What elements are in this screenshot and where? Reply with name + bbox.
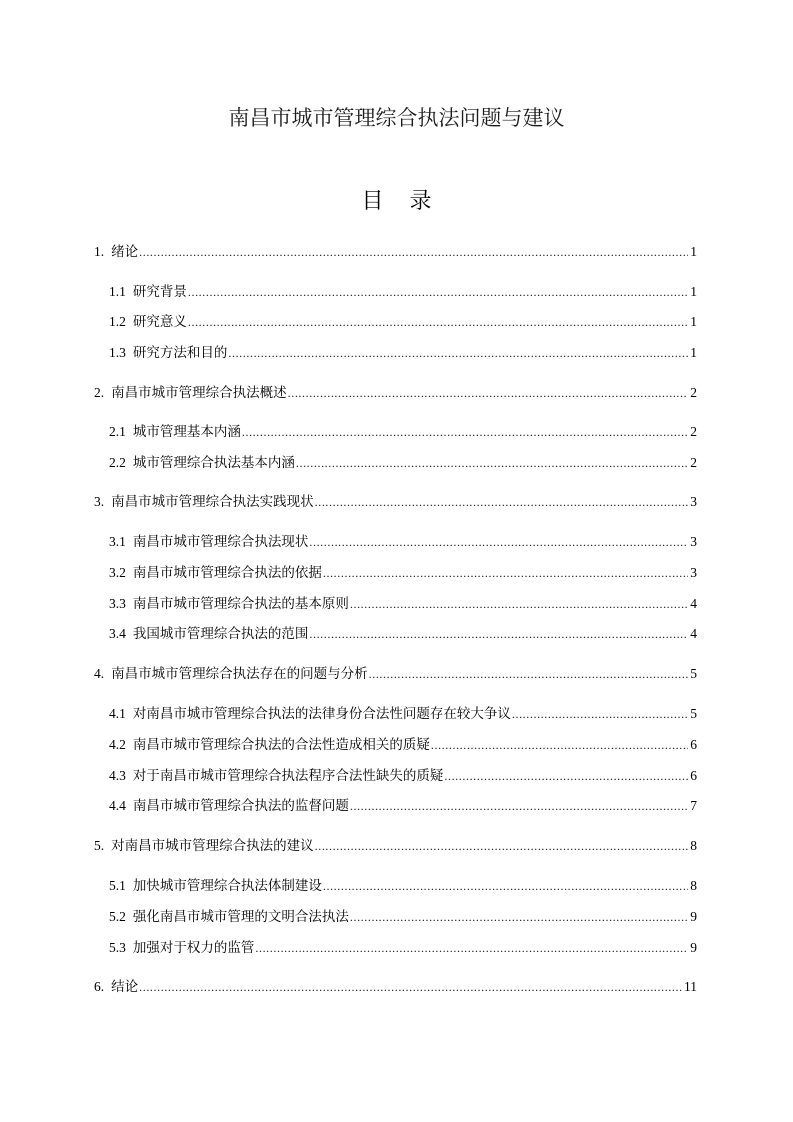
toc-page-number: 4 [690,596,697,611]
toc-page-number: 1 [690,284,697,299]
toc-entry-6[interactable] [94,977,697,997]
toc-page-number: 2 [690,424,697,439]
toc-leader-dots [431,735,688,755]
toc-number: 1.1 [109,284,126,299]
toc-number: 5.3 [109,940,126,955]
toc-leader-dots [228,343,688,363]
toc-leader-dots [139,242,688,262]
toc-leader-dots [315,492,689,512]
toc-page-number: 9 [690,909,697,924]
toc-entry-2[interactable] [94,383,697,403]
toc-entry-1-3[interactable] [109,343,697,363]
toc-entry-4[interactable] [94,664,697,684]
toc-heading: 目录 [361,189,458,214]
toc-entry-title: 南昌市城市管理综合执法的基本原则 [132,596,349,612]
toc-number: 3.4 [109,626,126,641]
toc-entry-5[interactable] [94,836,697,856]
toc-number: 6. [94,979,105,994]
toc-number: 1.3 [109,345,126,360]
toc-entry-title: 南昌市城市管理综合执法概述 [111,385,287,401]
toc-number: 5.1 [109,878,126,893]
toc-leader-dots [309,624,688,644]
toc-leader-dots [242,422,688,442]
toc-number: 3.1 [109,534,126,549]
toc-number: 5.2 [109,909,126,924]
toc-leader-dots [444,766,688,786]
toc-entry-5-1[interactable] [109,876,697,896]
toc-entry-4-1[interactable] [109,704,697,724]
toc-entry-title: 结论 [111,979,139,995]
toc-leader-dots [139,977,682,997]
toc-entry-title: 加强对于权力的监管 [132,940,255,956]
toc-leader-dots [309,532,688,552]
toc-page-number: 9 [690,940,697,955]
toc-entry-title: 强化南昌市城市管理的文明合法执法 [132,909,349,925]
toc-entry-5-2[interactable] [109,907,697,927]
toc-leader-dots [188,312,688,332]
toc-entry-title: 我国城市管理综合执法的范围 [132,626,309,642]
toc-entry-title: 研究意义 [132,314,187,330]
toc-page-number: 3 [690,565,697,580]
toc-number: 2.2 [109,455,126,470]
toc-page-number: 5 [690,706,697,721]
toc-page-number: 3 [690,534,697,549]
toc-page-number: 6 [690,768,697,783]
toc-number: 4.4 [109,798,126,813]
toc-number: 4. [94,666,105,681]
toc-leader-dots [315,836,689,856]
toc-page-number: 8 [690,878,697,893]
toc-page-number: 8 [690,838,697,853]
toc-page-number: 6 [690,737,697,752]
toc-entry-title: 对于南昌市城市管理综合执法程序合法性缺失的质疑 [132,768,444,784]
toc-entry-3[interactable] [94,492,697,512]
toc-number: 3.2 [109,565,126,580]
toc-entry-title: 南昌市城市管理综合执法的监督问题 [132,798,349,814]
toc-entry-title: 南昌市城市管理综合执法的依据 [132,565,322,581]
toc-page-number: 11 [684,979,697,994]
toc-entry-title: 加快城市管理综合执法体制建设 [132,878,322,894]
toc-entry-title: 南昌市城市管理综合执法存在的问题与分析 [111,666,368,682]
toc-leader-dots [255,938,688,958]
toc-leader-dots [512,704,688,724]
toc-number: 1.2 [109,314,126,329]
toc-entry-title: 绪论 [111,244,139,260]
toc-page-number: 3 [690,494,697,509]
toc-entry-5-3[interactable] [109,938,697,958]
toc-page-number: 2 [690,455,697,470]
toc-leader-dots [369,664,689,684]
toc-number: 4.2 [109,737,126,752]
toc-page-number: 4 [690,626,697,641]
toc-entry-title: 研究方法和目的 [132,345,228,361]
toc-entry-1[interactable] [94,242,697,262]
toc-entry-2-1[interactable] [109,422,697,442]
toc-number: 1. [94,244,105,259]
toc-entry-1-1[interactable] [109,282,697,302]
toc-number: 4.3 [109,768,126,783]
toc-entry-title: 对南昌市城市管理综合执法的法律身份合法性问题存在较大争议 [132,706,511,722]
toc-leader-dots [323,563,688,583]
toc-entry-title: 南昌市城市管理综合执法的合法性造成相关的质疑 [132,737,430,753]
toc-leader-dots [288,383,689,403]
toc-leader-dots [350,594,688,614]
toc-entry-2-2[interactable] [109,453,697,473]
toc-leader-dots [188,282,688,302]
toc-page-number: 2 [690,385,697,400]
toc-page-number: 1 [690,244,697,259]
toc-entry-title: 城市管理基本内涵 [132,424,241,440]
toc-entry-title: 对南昌市城市管理综合执法的建议 [111,838,314,854]
toc-page-number: 1 [690,314,697,329]
toc-entry-title: 研究背景 [132,284,187,300]
toc-number: 4.1 [109,706,126,721]
toc-leader-dots [323,876,688,896]
toc-page-number: 7 [690,798,697,813]
toc-entry-4-4[interactable] [109,796,697,816]
toc-number: 2. [94,385,105,400]
toc-entry-title: 南昌市城市管理综合执法现状 [132,534,309,550]
toc-entry-4-3[interactable] [109,766,697,786]
toc-page-number: 5 [690,666,697,681]
toc-number: 3. [94,494,105,509]
toc-entry-3-2[interactable] [109,563,697,583]
toc-entry-3-4[interactable] [109,624,697,644]
toc-leader-dots [350,907,688,927]
toc-number: 5. [94,838,105,853]
toc-entry-3-3[interactable] [109,594,697,614]
toc-entry-title: 城市管理综合执法基本内涵 [132,455,295,471]
document-title: 南昌市城市管理综合执法问题与建议 [228,106,565,130]
toc-leader-dots [296,453,688,473]
toc-number: 3.3 [109,596,126,611]
toc-entry-3-1[interactable] [109,532,697,552]
toc-entry-4-2[interactable] [109,735,697,755]
toc-number: 2.1 [109,424,126,439]
toc-page-number: 1 [690,345,697,360]
toc-leader-dots [350,796,688,816]
toc-entry-1-2[interactable] [109,312,697,332]
toc-entry-title: 南昌市城市管理综合执法实践现状 [111,494,314,510]
